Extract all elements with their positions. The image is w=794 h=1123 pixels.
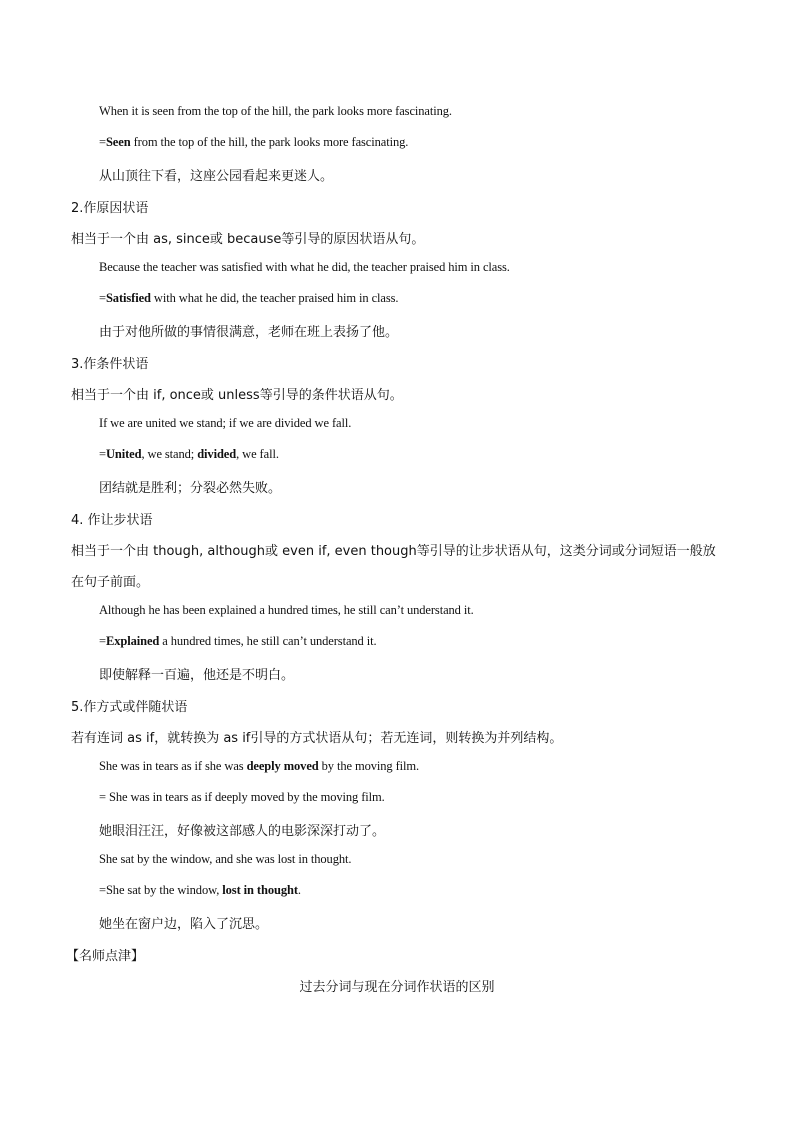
example-equivalent: =Explained a hundred times, he still can’t understand it. [99, 634, 377, 648]
section-description-continued: 在句子前面。 [71, 575, 150, 590]
example-equivalent: =She sat by the window, lost in thought. [99, 883, 301, 897]
example-sentence: She sat by the window, and she was lost in thought. [99, 852, 352, 866]
tip-label: 【名师点津】 [66, 949, 145, 964]
section-description: 相当于一个由 as, since或 because等引导的原因状语从句。 [71, 232, 425, 247]
example-sentence: If we are united we stand; if we are divided we fall. [99, 416, 352, 430]
bold-participle: Satisfied [105, 291, 151, 305]
section-heading-manner: 5.作方式或伴随状语 [71, 700, 188, 715]
example-sentence: Because the teacher was satisfied with what he did, the teacher praised him in class. [99, 260, 510, 274]
example-sentence: Although he has been explained a hundred times, he still can’t understand it. [99, 603, 474, 617]
section-description: 相当于一个由 if, once或 unless等引导的条件状语从句。 [71, 388, 403, 403]
example-equivalent: = She was in tears as if deeply moved by the moving film. [99, 790, 385, 804]
example-sentence: When it is seen from the top of the hill, the park looks more fascinating. [99, 104, 452, 118]
bold-participle: United [105, 447, 142, 461]
section-heading-cause: 2.作原因状语 [71, 201, 149, 216]
example-equivalent: =Seen from the top of the hill, the park looks more fascinating. [99, 135, 409, 149]
section-heading-concession: 4. 作让步状语 [71, 513, 153, 528]
example-translation: 团结就是胜利；分裂必然失败。 [99, 481, 282, 496]
example-equivalent: =United, we stand; divided, we fall. [99, 447, 279, 461]
section-description: 相当于一个由 though, although或 even if, even though等引导的让步状语从句，这类分词或分词短语一般放 [71, 544, 716, 559]
tip-title: 过去分词与现在分词作状语的区别 [299, 980, 495, 995]
example-translation: 由于对他所做的事情很满意，老师在班上表扬了他。 [99, 325, 399, 340]
bold-participle: Explained [105, 634, 160, 648]
example-translation: 即使解释一百遍，他还是不明白。 [99, 668, 295, 683]
bold-participle: divided [197, 447, 237, 461]
bold-participle: lost in thought [222, 883, 298, 897]
example-translation: 从山顶往下看，这座公园看起来更迷人。 [99, 169, 334, 184]
example-sentence: She was in tears as if she was deeply moved by the moving film. [99, 759, 420, 773]
bold-participle: deeply moved [246, 759, 319, 773]
example-translation: 她眼泪汪汪，好像被这部感人的电影深深打动了。 [99, 824, 386, 839]
section-description: 若有连词 as if，就转换为 as if引导的方式状语从句；若无连词，则转换为并列结构。 [71, 731, 563, 746]
example-equivalent: =Satisfied with what he did, the teacher praised him in class. [99, 291, 399, 305]
bold-participle: Seen [105, 135, 131, 149]
example-translation: 她坐在窗户边，陷入了沉思。 [99, 917, 269, 932]
section-heading-condition: 3.作条件状语 [71, 357, 149, 372]
